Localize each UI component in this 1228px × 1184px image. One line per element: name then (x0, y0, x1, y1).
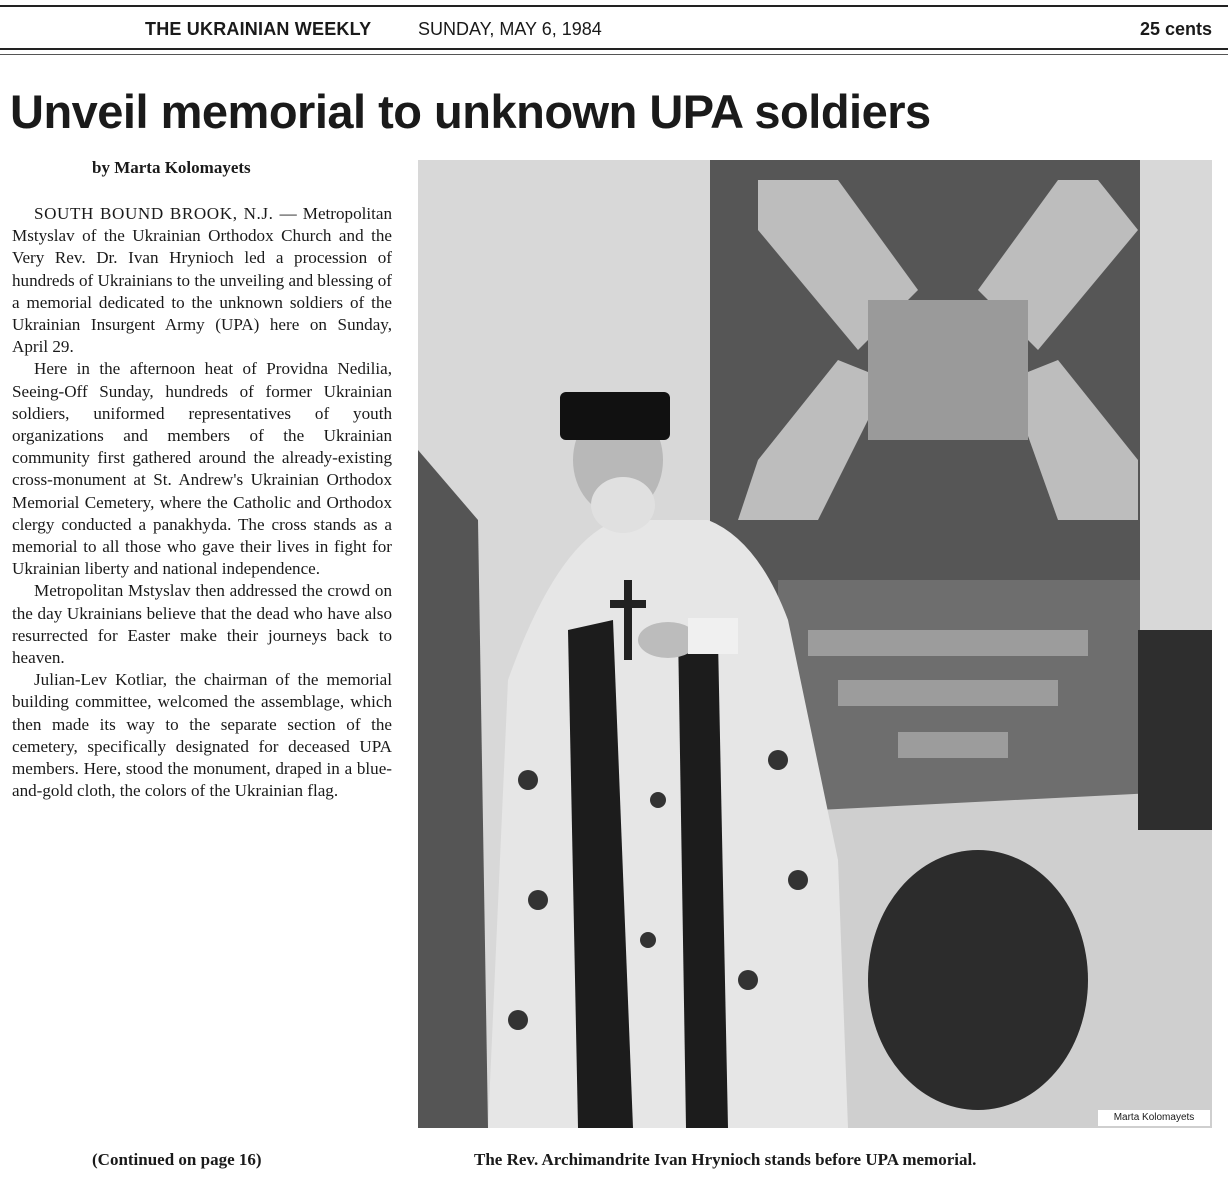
memorial-photo (418, 160, 1212, 1128)
headline: Unveil memorial to unknown UPA soldiers (10, 85, 931, 138)
photo-caption: The Rev. Archimandrite Ivan Hrynioch stands before UPA memorial. (474, 1150, 977, 1169)
hand-cross (624, 580, 632, 660)
priest-beard (591, 477, 655, 533)
held-paper (688, 618, 738, 654)
wreath (868, 850, 1088, 1110)
issue-price: 25 cents (1139, 19, 1212, 39)
masthead-top-rule (0, 5, 1228, 7)
article-paragraph: Here in the afternoon heat of Providna Nedilia, Seeing-Off Sunday, hundreds of former Ukrainian soldiers, uniformed representatives of youth organizations and members of the Ukrainian community first gathered around the already-existing cross-monument at St. Andrew's Ukrainian Orthodox Memorial Cemetery, where the Catholic and Orthodox clergy conducted a panakhyda. The cross stands as a memorial to all those who gave their lives in fight for Ukrainian liberty and national independence. (12, 359, 392, 579)
issue-date: SUNDAY, MAY 6, 1984 (418, 19, 602, 39)
photo-illustration (418, 160, 1212, 1128)
bystander (1138, 630, 1212, 830)
paper-name: THE UKRAINIAN WEEKLY (145, 19, 372, 39)
article-body (12, 203, 392, 1063)
byline: by Marta Kolomayets (92, 158, 251, 177)
paragraph-text: Metropolitan Mstyslav of the Ukrainian Orthodox Church and the Very Rev. Dr. Ivan Hrynioch led a procession of hundreds of Ukrainians to the unveiling and blessing of a memorial dedicated to the unknown soldiers of the Ukrainian Insurgent Army (UPA) here on Sunday, April 29. (12, 204, 392, 357)
article-paragraph: Metropolitan Mstyslav then addressed the crowd on the day Ukrainians believe that the dead who have also resurrected for Easter make their journeys back to heaven. (12, 581, 392, 668)
photo-credit: Marta Kolomayets (1098, 1110, 1210, 1126)
article-paragraph: Julian-Lev Kotliar, the chairman of the memorial building committee, welcomed the assemblage, which then made its way to the separate section of the cemetery, specifically designated for deceased UPA members. Here, stood the monument, draped in a blue-and-gold cloth, the colors of the Ukrainian flag. (12, 670, 392, 801)
masthead-bottom-rule (0, 48, 1228, 50)
flag (418, 450, 488, 1128)
masthead (0, 0, 1228, 60)
dateline: SOUTH BOUND BROOK, N.J. — (34, 204, 298, 223)
masthead-thin-rule (0, 54, 1228, 55)
continued-note: (Continued on page 16) (92, 1150, 262, 1169)
priest-cap (560, 392, 670, 440)
article-paragraph (12, 203, 392, 358)
